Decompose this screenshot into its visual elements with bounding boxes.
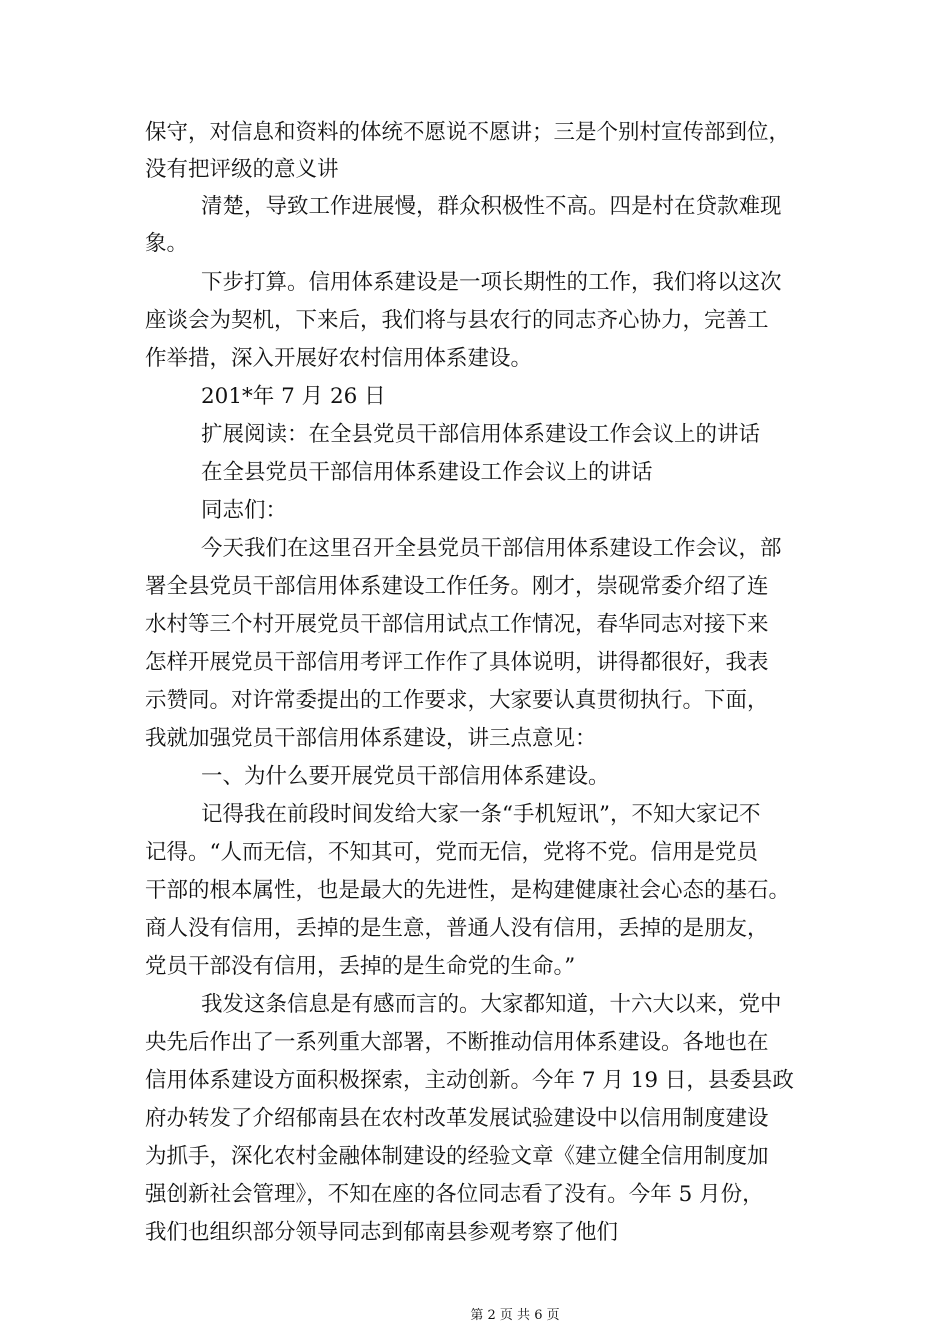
text-line: 干部的根本属性，也是最大的先进性，是构建健康社会心态的基石。: [145, 878, 791, 903]
speech-title: 在全县党员干部信用体系建设工作会议上的讲话: [201, 460, 653, 485]
salutation: 同志们：: [201, 498, 288, 523]
text-line: 记得。“人而无信，不知其可，党而无信，党将不党。信用是党员: [145, 840, 758, 865]
text-line: 今天我们在这里召开全县党员干部信用体系建设工作会议，部: [201, 536, 782, 561]
text-line: 商人没有信用，丢掉的是生意，普通人没有信用，丢掉的是朋友，: [145, 916, 769, 941]
text-line: 我就加强党员干部信用体系建设，讲三点意见：: [145, 726, 597, 751]
text-line: 我发这条信息是有感而言的。大家都知道，十六大以来，党中: [201, 992, 782, 1017]
text-line: 清楚，导致工作进展慢，群众积极性不高。四是村在贷款难现: [201, 194, 782, 219]
text-line: 府办转发了介绍郁南县在农村改革发展试验建设中以信用制度建设: [145, 1106, 769, 1131]
text-line: 象。: [145, 231, 189, 256]
text-line: 党员干部没有信用，丢掉的是生命党的生命。”: [145, 954, 576, 979]
text-line: 保守，对信息和资料的体统不愿说不愿讲；三是个别村宣传部到位，: [145, 120, 791, 145]
text-line: 作举措，深入开展好农村信用体系建设。: [145, 346, 533, 371]
text-line: 为抓手，深化农村金融体制建设的经验文章《建立健全信用制度加: [145, 1144, 769, 1169]
text-line: 座谈会为契机，下来后，我们将与县农行的同志齐心协力，完善工: [145, 308, 769, 333]
text-line: 怎样开展党员干部信用考评工作作了具体说明，讲得都很好，我表: [145, 650, 769, 675]
section-heading: 一、为什么要开展党员干部信用体系建设。: [201, 764, 610, 789]
text-line: 没有把评级的意义讲: [145, 157, 339, 182]
text-line: 记得我在前段时间发给大家一条“手机短讯”，不知大家记不: [201, 802, 761, 827]
text-line: 下步打算。信用体系建设是一项长期性的工作，我们将以这次: [201, 270, 782, 295]
text-line: 强创新社会管理》，不知在座的各位同志看了没有。今年 5 月份，: [145, 1182, 764, 1207]
text-line: 水村等三个村开展党员干部信用试点工作情况，春华同志对接下来: [145, 612, 769, 637]
text-line: 信用体系建设方面积极探索，主动创新。今年 7 月 19 日，县委县政: [145, 1068, 794, 1093]
extended-reading-line: 扩展阅读：在全县党员干部信用体系建设工作会议上的讲话: [201, 422, 761, 447]
page-number-footer: 第 2 页 共 6 页: [470, 1308, 560, 1323]
text-line: 央先后作出了一系列重大部署，不断推动信用体系建设。各地也在: [145, 1030, 769, 1055]
date-line: 201*年 7 月 26 日: [201, 384, 386, 409]
text-line: 署全县党员干部信用体系建设工作任务。刚才，崇砚常委介绍了连: [145, 574, 769, 599]
text-line: 示赞同。对许常委提出的工作要求，大家要认真贯彻执行。下面，: [145, 688, 769, 713]
text-line: 我们也组织部分领导同志到郁南县参观考察了他们: [145, 1220, 619, 1245]
